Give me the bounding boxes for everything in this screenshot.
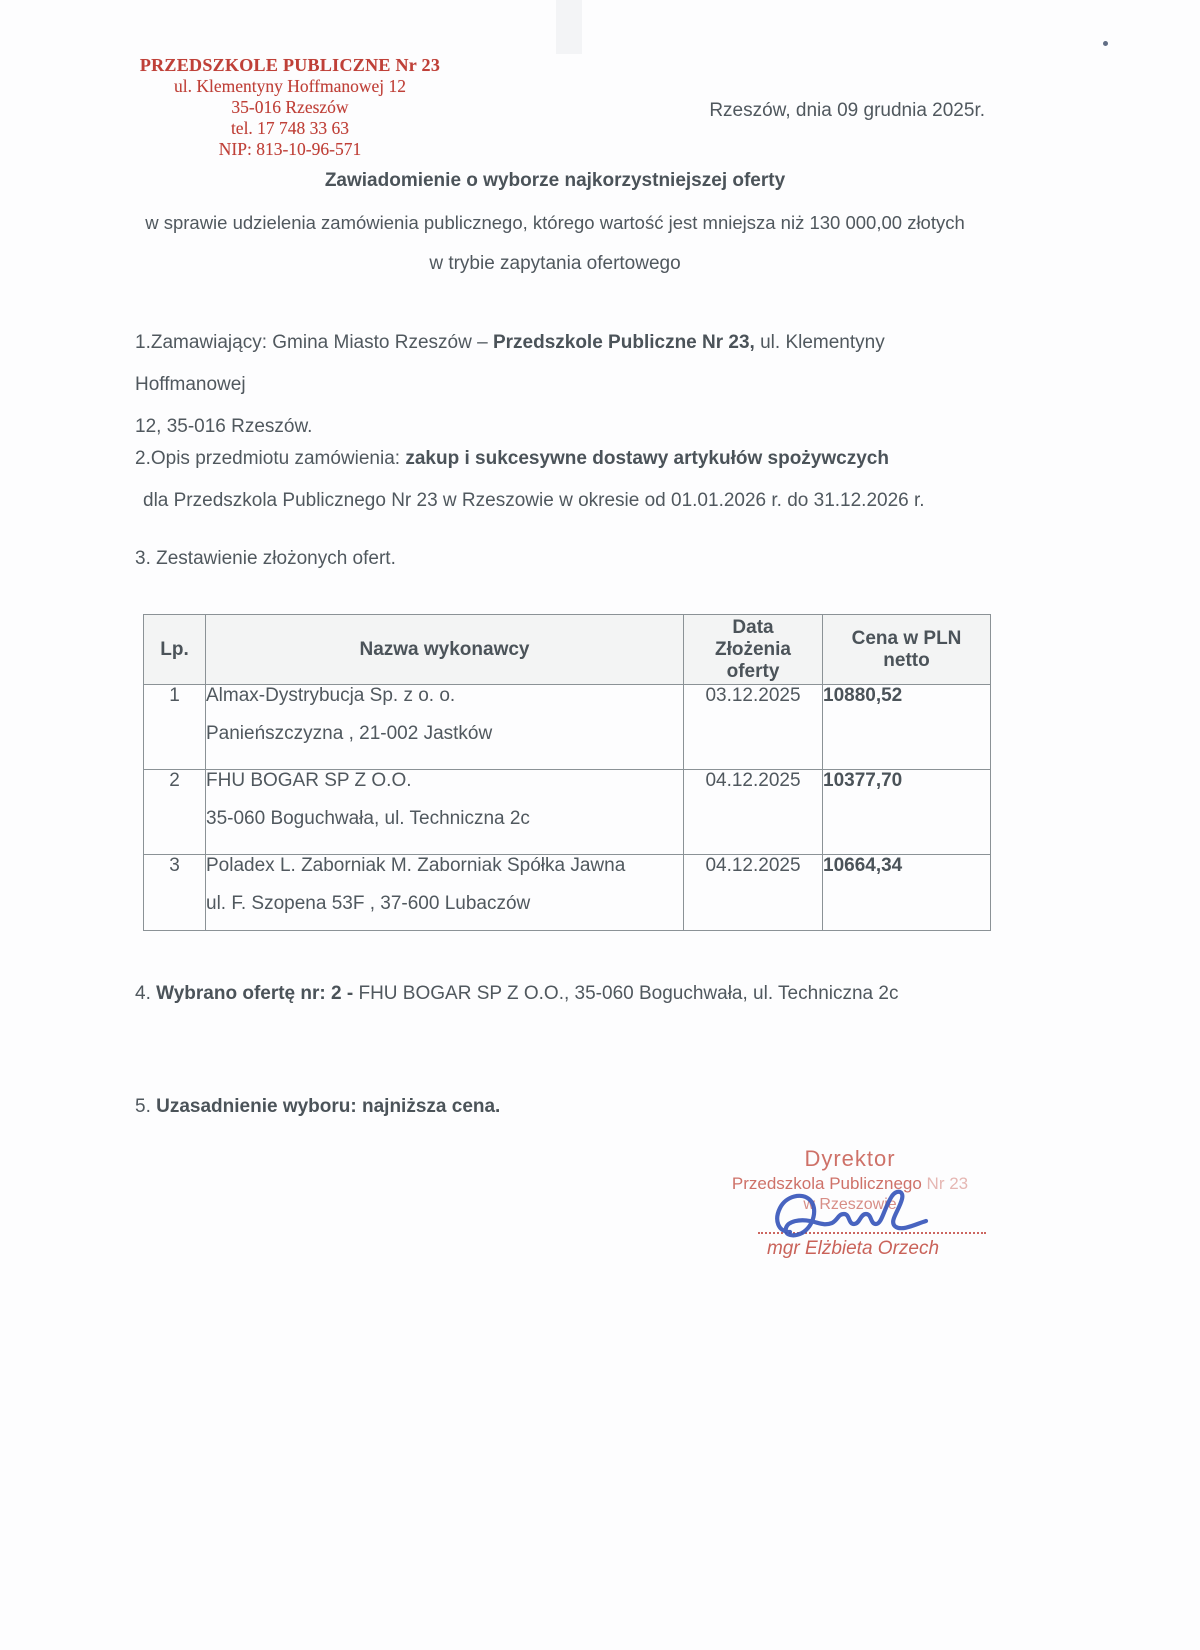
- table-row: [144, 770, 991, 855]
- stamp-nip: NIP: 813-10-96-571: [218, 139, 362, 159]
- row-3-price: 10664,34: [823, 855, 991, 931]
- section-2-line-2: dla Przedszkola Publicznego Nr 23 w Rzeszowie w okresie od 01.01.2026 r. do 31.12.2026 r.: [143, 490, 925, 511]
- handwritten-signature: [770, 1186, 950, 1244]
- document-subtitle-1: w sprawie udzielenia zamówienia publicznego, którego wartość jest mniejsza niż 130 000,00 złotych: [145, 212, 965, 233]
- section-1-line-1: 1.Zamawiający: Gmina Miasto Rzeszów – Przedszkole Publiczne Nr 23, ul. Klementyny Hoffmanowej: [135, 332, 885, 395]
- section-4-chosen-offer: 4. Wybrano ofertę nr: 2 - FHU BOGAR SP Z O.O., 35-060 Boguchwała, ul. Techniczna 2c: [135, 983, 899, 1004]
- document-subtitle-2: w trybie zapytania ofertowego: [429, 253, 681, 274]
- stamp-city: 35-016 Rzeszów: [231, 97, 349, 117]
- office-stamp: [88, 55, 492, 160]
- director-stamp-title: Dyrektor: [804, 1146, 896, 1171]
- row-1-date: 03.12.2025: [684, 685, 823, 770]
- header-lp: Lp.: [144, 615, 206, 685]
- table-row: [144, 855, 991, 931]
- table-row: [144, 685, 991, 770]
- document-title: Zawiadomienie o wyborze najkorzystniejszej oferty: [324, 170, 786, 191]
- row-1-name: Almax-Dystrybucja Sp. z o. o. Panieńszczyzna , 21-002 Jastków: [206, 685, 684, 770]
- scan-artifact-strip: [556, 0, 582, 54]
- section-5-justification: 5. Uzasadnienie wyboru: najniższa cena.: [135, 1096, 501, 1117]
- section-1-ordering-party: [135, 322, 995, 448]
- section-1-line-2: 12, 35-016 Rzeszów.: [135, 416, 313, 437]
- header-nazwa-wykonawcy: Nazwa wykonawcy: [206, 615, 684, 685]
- header-data-zlozenia: Data Złożenia oferty: [684, 615, 823, 685]
- row-2-date: 04.12.2025: [684, 770, 823, 855]
- date-line: Rzeszów, dnia 09 grudnia 2025r.: [709, 100, 985, 121]
- row-2-name: FHU BOGAR SP Z O.O. 35-060 Boguchwała, ul. Techniczna 2c: [206, 770, 684, 855]
- stamp-street: ul. Klementyny Hoffmanowej 12: [174, 76, 406, 96]
- director-stamp-org: Przedszkola Publicznego Nr 23: [731, 1174, 969, 1193]
- offers-table: [143, 614, 991, 931]
- row-3-date: 04.12.2025: [684, 855, 823, 931]
- row-2-lp: 2: [144, 770, 206, 855]
- section-3-heading: 3. Zestawienie złożonych ofert.: [135, 548, 396, 569]
- row-1-lp: 1: [144, 685, 206, 770]
- row-3-lp: 3: [144, 855, 206, 931]
- section-2-line-1: 2.Opis przedmiotu zamówienia: zakup i sukcesywne dostawy artykułów spożywczych: [135, 448, 889, 469]
- stamp-org-name: PRZEDSZKOLE PUBLICZNE Nr 23: [139, 55, 441, 75]
- offers-table-header-row: [144, 615, 991, 685]
- signature-name: mgr Elżbieta Orzech: [766, 1238, 940, 1259]
- section-2-subject: [135, 438, 1015, 522]
- row-1-price: 10880,52: [823, 685, 991, 770]
- stamp-phone: tel. 17 748 33 63: [230, 118, 350, 138]
- director-stamp-city: w Rzeszowie: [803, 1196, 897, 1213]
- row-3-name: Poladex L. Zaborniak M. Zaborniak Spółka Jawna ul. F. Szopena 53F , 37-600 Lubaczów: [206, 855, 684, 931]
- scan-speck: [1103, 41, 1108, 46]
- header-cena-pln: Cena w PLN netto: [823, 615, 991, 685]
- row-2-price: 10377,70: [823, 770, 991, 855]
